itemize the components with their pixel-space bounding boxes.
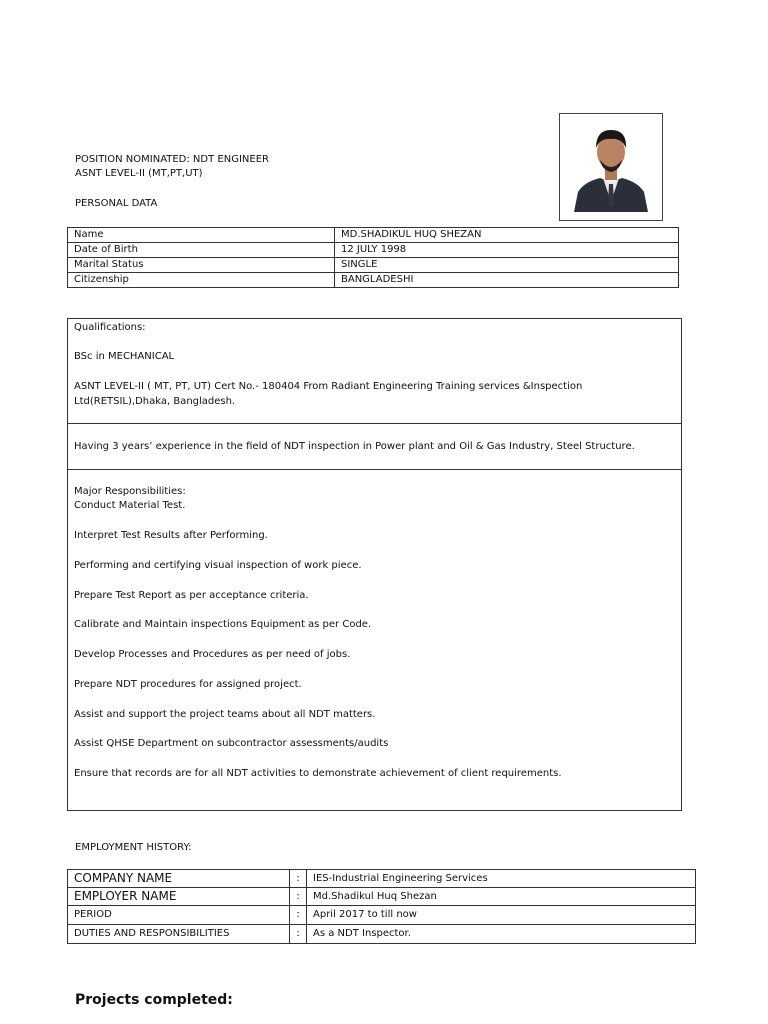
certification-line-2: Ltd(RETSIL),Dhaka, Bangladesh. xyxy=(74,396,236,407)
marital-status-label: Marital Status xyxy=(68,258,335,273)
table-row xyxy=(68,906,696,925)
table-row xyxy=(68,258,679,273)
company-name-label: COMPANY NAME xyxy=(68,870,290,888)
degree: BSc in MECHANICAL xyxy=(74,351,175,362)
responsibility-item: Assist QHSE Department on subcontractor assessments/audits xyxy=(74,738,389,749)
colon-separator: : xyxy=(290,925,307,944)
table-row xyxy=(68,925,696,944)
employer-name-label: EMPLOYER NAME xyxy=(68,888,290,906)
employment-history-heading: EMPLOYMENT HISTORY: xyxy=(75,842,192,853)
responsibility-item: Calibrate and Maintain inspections Equipment as per Code. xyxy=(74,619,372,630)
responsibility-item: Assist and support the project teams about all NDT matters. xyxy=(74,709,376,720)
responsibility-item: Develop Processes and Procedures as per need of jobs. xyxy=(74,649,351,660)
duties-label: DUTIES AND RESPONSIBILITIES xyxy=(68,925,290,944)
qualifications-heading: Qualifications: xyxy=(74,322,146,333)
colon-separator: : xyxy=(290,888,307,906)
section-divider xyxy=(68,469,681,470)
dob-label: Date of Birth xyxy=(68,243,335,258)
projects-completed-heading: Projects completed: xyxy=(75,992,233,1008)
name-value: MD.SHADIKUL HUQ SHEZAN xyxy=(335,228,679,243)
table-row xyxy=(68,243,679,258)
asnt-level: ASNT LEVEL-II (MT,PT,UT) xyxy=(75,168,203,179)
position-nominated: POSITION NOMINATED: NDT ENGINEER xyxy=(75,154,269,165)
table-row xyxy=(68,870,696,888)
profile-photo xyxy=(559,113,663,221)
period-value: April 2017 to till now xyxy=(307,906,696,925)
employer-name-value: Md.Shadikul Huq Shezan xyxy=(307,888,696,906)
personal-data-table xyxy=(67,227,679,288)
period-label: PERIOD xyxy=(68,906,290,925)
citizenship-label: Citizenship xyxy=(68,273,335,288)
table-row xyxy=(68,888,696,906)
citizenship-value: BANGLADESHI xyxy=(335,273,679,288)
name-label: Name xyxy=(68,228,335,243)
table-row xyxy=(68,228,679,243)
employment-table xyxy=(67,869,696,944)
certification-line-1: ASNT LEVEL-II ( MT, PT, UT) Cert No.- 180404 From Radiant Engineering Training services &Inspection xyxy=(74,381,583,392)
marital-status-value: SINGLE xyxy=(335,258,679,273)
colon-separator: : xyxy=(290,906,307,925)
duties-value: As a NDT Inspector. xyxy=(307,925,696,944)
responsibility-item: Conduct Material Test. xyxy=(74,500,186,511)
responsibility-item: Prepare NDT procedures for assigned project. xyxy=(74,679,302,690)
company-name-value: IES-Industrial Engineering Services xyxy=(307,870,696,888)
dob-value: 12 JULY 1998 xyxy=(335,243,679,258)
section-divider xyxy=(68,423,681,424)
responsibilities-heading: Major Responsibilities: xyxy=(74,486,186,497)
responsibility-item: Interpret Test Results after Performing. xyxy=(74,530,268,541)
person-photo-icon xyxy=(570,122,652,212)
colon-separator: : xyxy=(290,870,307,888)
responsibility-item: Performing and certifying visual inspection of work piece. xyxy=(74,560,362,571)
personal-data-heading: PERSONAL DATA xyxy=(75,198,158,209)
experience-summary: Having 3 years’ experience in the field of NDT inspection in Power plant and Oil & Gas Industry, Steel Structure. xyxy=(74,441,635,452)
responsibility-item: Prepare Test Report as per acceptance criteria. xyxy=(74,590,309,601)
table-row xyxy=(68,273,679,288)
responsibility-item: Ensure that records are for all NDT activities to demonstrate achievement of client requirements. xyxy=(74,768,562,779)
qualifications-box xyxy=(67,318,682,811)
